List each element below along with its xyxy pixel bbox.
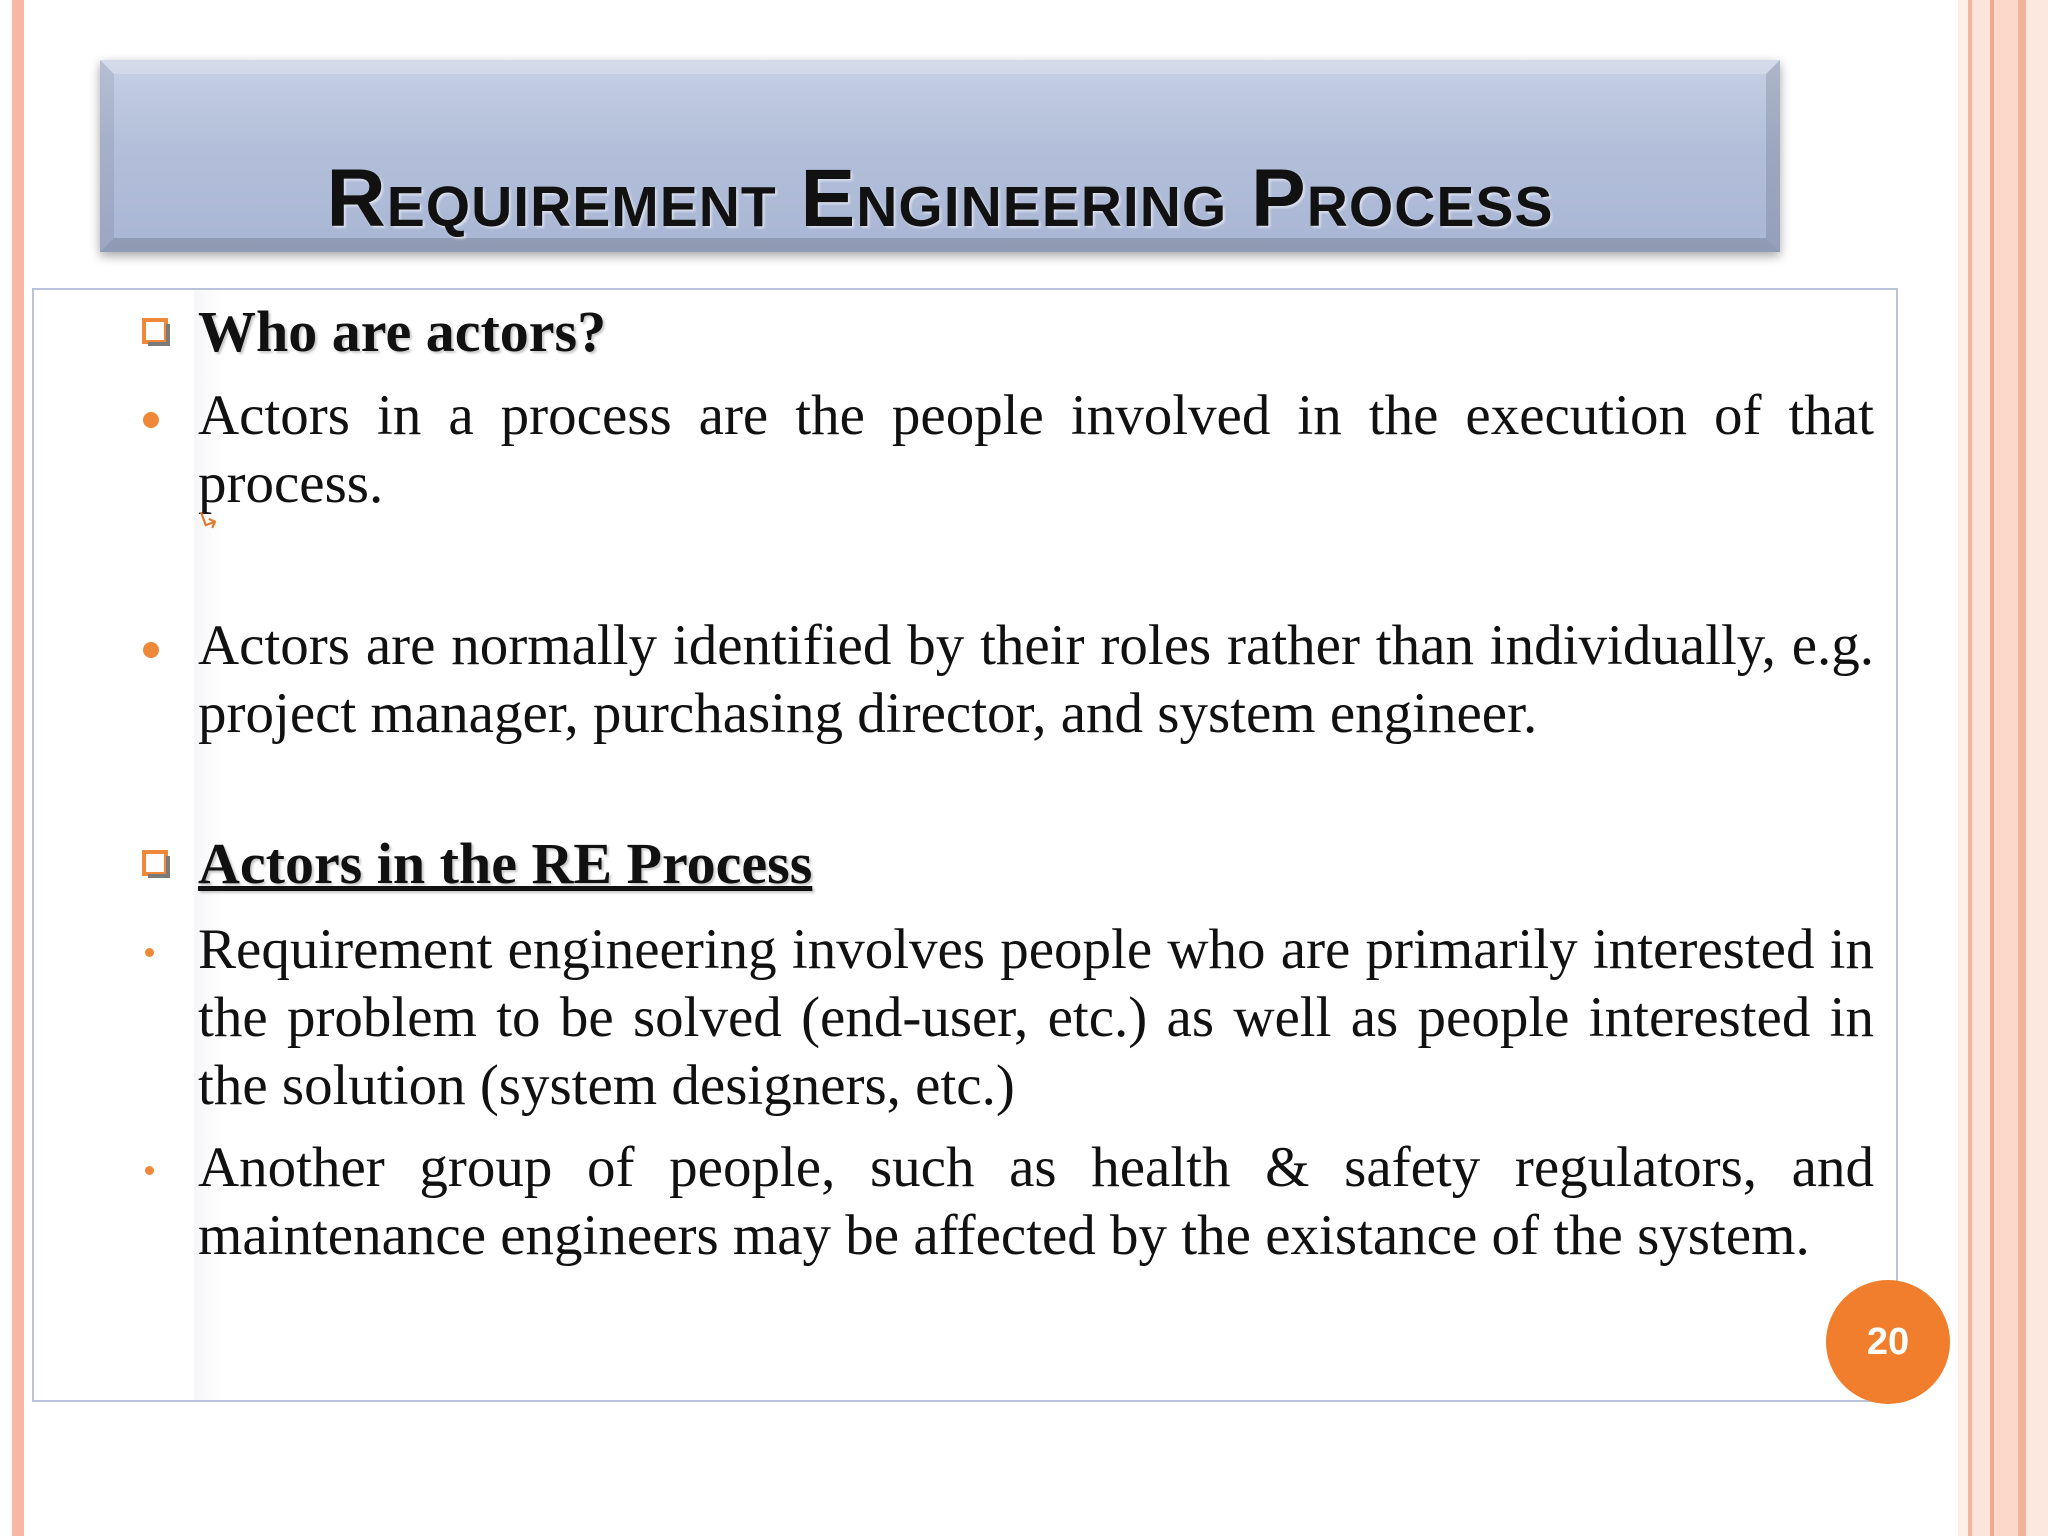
orange-dot-bullet-icon: [145, 948, 154, 957]
page-number-badge: 20: [1826, 1280, 1950, 1404]
title-banner: [100, 60, 1780, 252]
orange-dot-bullet-icon: [143, 642, 159, 658]
bullet-text: Requirement engineering involves people who are primarily interested in the problem to be solved (end-user, etc.) as well as people interested in the solution (system designers, etc.): [198, 918, 1874, 1117]
right-decorative-stripes: [1958, 0, 2048, 1536]
bullet-text: Actors are normally identified by their roles rather than individually, e.g. project manager, purchasing director, and system engineer.: [198, 614, 1874, 745]
bullet-text: Another group of people, such as health & safety regulators, and maintenance engineers may be affected by the existance of the system.: [198, 1136, 1874, 1267]
orange-dot-bullet-icon: [145, 1166, 154, 1175]
section-heading-actors-in-re-process: Actors in the RE Process: [198, 831, 813, 896]
cursor-icon: ↳: [193, 503, 225, 539]
bullet-text: Actors in a process are the people involved in the execution of that process.: [198, 384, 1874, 515]
hollow-square-bullet-icon: [142, 850, 172, 880]
left-decorative-stripe: [12, 0, 24, 1536]
slide-title: Requirement Engineering Process: [326, 153, 1554, 244]
orange-dot-bullet-icon: [143, 412, 159, 428]
section-heading-who-are-actors: Who are actors?: [198, 299, 607, 364]
hollow-square-bullet-icon: [142, 318, 172, 348]
